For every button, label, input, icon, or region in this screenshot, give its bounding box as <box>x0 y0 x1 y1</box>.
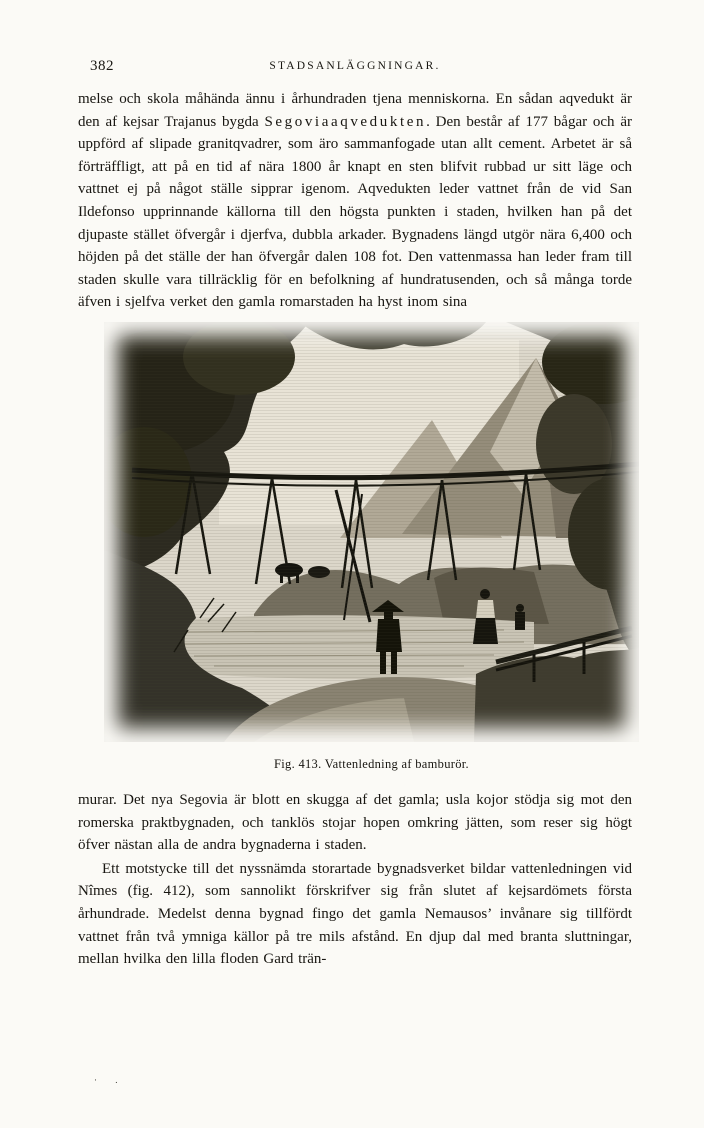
paragraph-1 <box>78 88 632 314</box>
paragraph-3: Ett motstycke till det nyssnämda storartade bygnadsverket bildar vattenledningen vid Nîmes (fig. 412), som sannolikt förskrifver sig från slutet af kejsardömets första århundrade. Medelst denna bygnad fingo det gamla Nemausos’ invånare sig tillfördt vattnet från två ymniga källor på tre mils afstånd. En djup dal med branta sluttningar, mellan hvilka den lilla floden Gard trän- <box>78 860 632 968</box>
paragraph-2: murar. Det nya Segovia är blott en skugga af det gamla; usla kojor stödja sig mot den romerska praktbygnaden, och tanklös stojar hopen omkring jätten, som reser sig högt öfver nästan alla de andra bygnaderna i staden. <box>78 791 632 854</box>
scan-specks: · . <box>94 1075 126 1085</box>
figure-caption: Fig. 413. Vattenledning af bamburör. <box>274 756 469 771</box>
engraving-illustration <box>104 322 639 742</box>
figure-413-engraving <box>104 322 639 742</box>
book-page <box>78 56 632 971</box>
paragraph-1-text-pre: melse och skola måhända ännu i århundraden tjena menniskorna. En sådan aqvedukt är den af kejsar Trajanus bygda <box>78 91 632 130</box>
paragraph-1-text-post: . Den består af 177 bågar och är uppförd af slipade granitqvadrer, som äro sammanfogade utan allt cement. Arbetet är så förträffligt, att på en tid af nära 1800 år knapt en sten blifvit rubbad ur sitt läge och vattnet ej på något ställe sipprar igenom. Aqvedukten leder vattnet från de vid San Ildefonso upprinnande källorna till den högsta punkten i staden, hvilken han på det djupaste stället öfvergår i djerfva, dubbla arkader. Bygnadens längd utgör nära 6,400 och höjden på det ställe der han öfvergår dalen 108 fot. Den vattenmassa han leder fram till staden skulle vara tillräcklig för en befolkning af hundratusenden, och så många torde äfven i sjelfva verket den gamla romarstaden ha hyst inom sina <box>78 113 632 311</box>
page-header <box>78 56 632 78</box>
page-number: 382 <box>90 58 114 74</box>
figure-413 <box>104 322 639 772</box>
running-title: STADSANLÄGGNINGAR. <box>269 60 441 72</box>
paragraph-1-spaced-word: Segoviaaqvedukten <box>264 113 427 130</box>
